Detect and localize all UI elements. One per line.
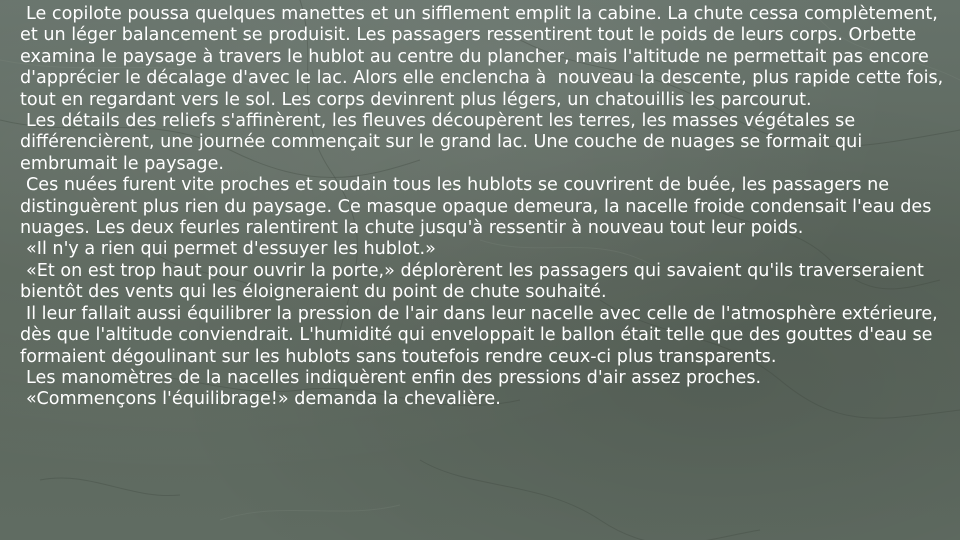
paragraph-1: Le copilote poussa quelques manettes et un sifflement emplit la cabine. La chute cessa complètement, et un léger balancement se produisit. Les passagers ressentirent tout le poids de leurs corps. Orbette examina le paysage à travers le hublot au centre du plancher, mais l'altitude ne permettait pas encore d'apprécier le décalage d'avec le lac. Alors elle enclencha à nouveau la descente, plus rapide cette fois, tout en regardant vers le sol. Les corps devinrent plus légers, un chatouillis les parcourut. xyxy=(20,4,949,110)
paragraph-5: «Et on est trop haut pour ouvrir la porte,» déplorèrent les passagers qui savaient qu'ils traverseraient bientôt des vents qui les éloigneraient du point de chute souhaité. xyxy=(20,260,930,303)
paragraph-6: Il leur fallait aussi équilibrer la pression de l'air dans leur nacelle avec celle de l'atmosphère extérieure, dès que l'altitude conviendrait. L'humidité qui enveloppait le ballon était telle que des gouttes d'eau se formaient dégoulinant sur les hublots sans toutefois rendre ceux-ci plus transparents. xyxy=(20,303,944,367)
paragraph-7: Les manomètres de la nacelles indiquèrent enfin des pressions d'air assez proches. xyxy=(26,367,762,388)
paragraph-8: «Commençons l'équilibrage!» demanda la chevalière. xyxy=(26,389,501,410)
paragraph-4: «Il n'y a rien qui permet d'essuyer les hublot.» xyxy=(26,239,436,260)
paragraph-2: Les détails des reliefs s'affinèrent, les fleuves découpèrent les terres, les masses végétales se différencièrent, une journée commençait sur le grand lac. Une couche de nuages se formait qui embrumait le paysage. xyxy=(20,111,868,174)
story-text xyxy=(20,4,949,411)
paragraph-3: Ces nuées furent vite proches et soudain tous les hublots se couvrirent de buée, les passagers ne distinguèrent plus rien du paysage. Ce masque opaque demeura, la nacelle froide condensait l'eau des nuages. Les deux feurles ralentirent la chute jusqu'à ressentir à nouveau tout leur poids. xyxy=(20,175,937,239)
